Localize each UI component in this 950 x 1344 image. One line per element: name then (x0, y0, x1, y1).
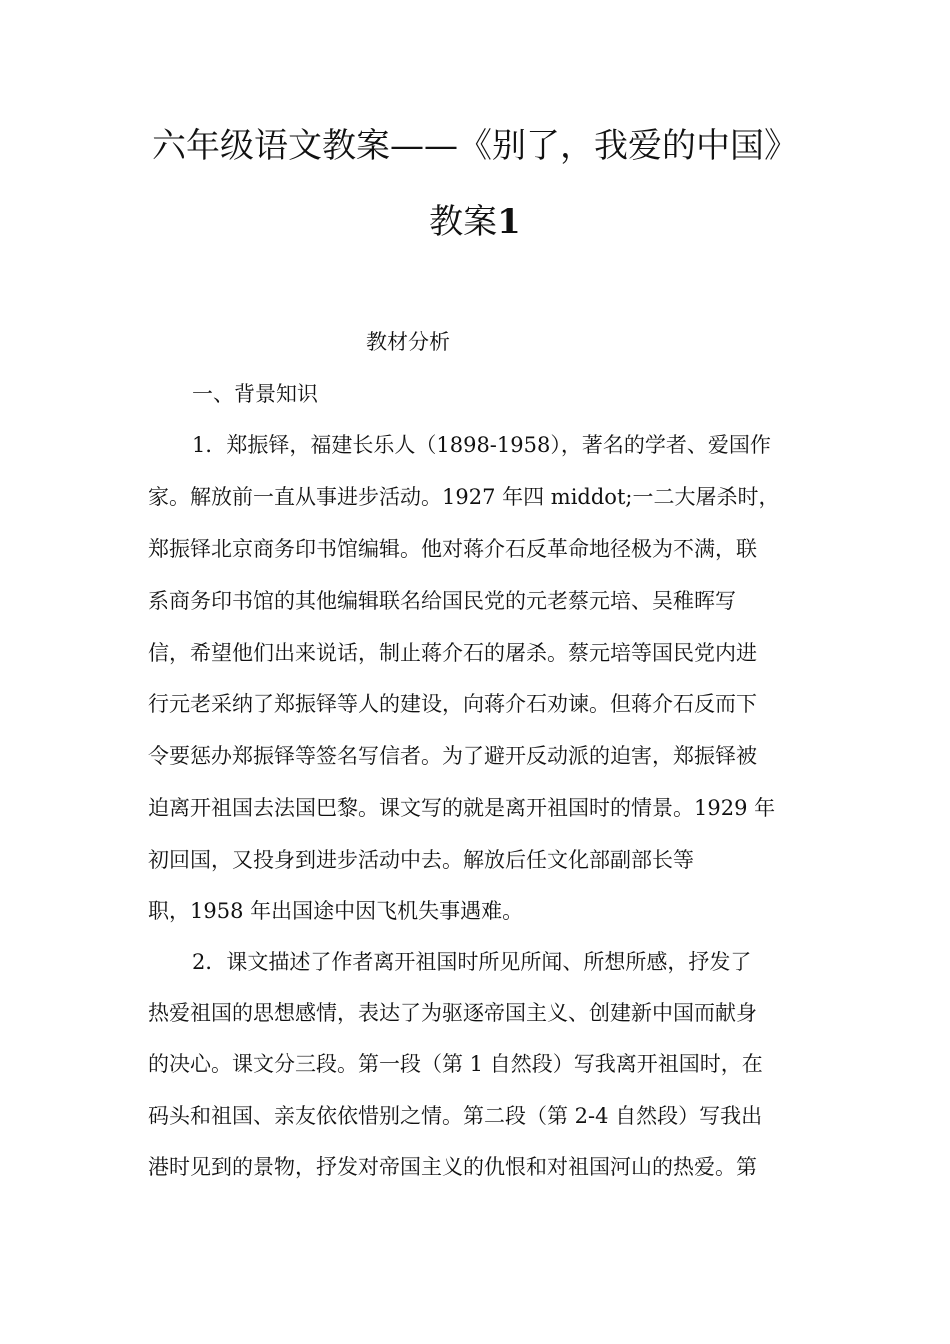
paragraph1-line: 令要惩办郑振铎等签名写信者。为了避开反动派的迫害，郑振铎被 (148, 744, 757, 768)
paragraph1-line: 1．郑振铎，福建长乐人（1898-1958），著名的学者、爱国作 (192, 433, 771, 457)
title-line2-text: 教案 (429, 202, 498, 242)
section-heading: 教材分析 (366, 330, 450, 354)
paragraph2-line: 的决心。课文分三段。第一段（第 1 自然段）写我离开祖国时，在 (148, 1052, 763, 1076)
paragraph2-line: 港时见到的景物，抒发对帝国主义的仇恨和对祖国河山的热爱。第 (148, 1155, 757, 1179)
document-title-line2 (100, 202, 850, 242)
title-line2-number: 1 (497, 202, 521, 242)
paragraph2-line: 码头和祖国、亲友依依惜别之情。第二段（第 2-4 自然段）写我出 (148, 1104, 763, 1128)
paragraph1-line: 信，希望他们出来说话，制止蒋介石的屠杀。蔡元培等国民党内进 (148, 641, 757, 665)
paragraph1-line: 初回国，又投身到进步活动中去。解放后任文化部副部长等 (148, 848, 694, 872)
paragraph1-line: 郑振铎北京商务印书馆编辑。他对蒋介石反革命地径极为不满，联 (148, 537, 757, 561)
paragraph2-line: 2．课文描述了作者离开祖国时所见所闻、所想所感，抒发了 (192, 950, 752, 974)
paragraph1-line: 职，1958 年出国途中因飞机失事遇难。 (148, 899, 524, 923)
paragraph1-line: 家。解放前一直从事进步活动。1927 年四 middot;一二大屠杀时， (148, 485, 780, 509)
paragraph1-line: 系商务印书馆的其他编辑联名给国民党的元老蔡元培、吴稚晖写 (148, 589, 736, 613)
paragraph1-line: 迫离开祖国去法国巴黎。课文写的就是离开祖国时的情景。1929 年 (148, 796, 776, 820)
subheading: 一、背景知识 (192, 382, 318, 406)
document-title-line1: 六年级语文教案——《别了，我爱的中国》 (152, 126, 798, 166)
paragraph1-line: 行元老采纳了郑振铎等人的建设，向蒋介石劝谏。但蒋介石反而下 (148, 692, 757, 716)
paragraph2-line: 热爱祖国的思想感情，表达了为驱逐帝国主义、创建新中国而献身 (148, 1001, 757, 1025)
